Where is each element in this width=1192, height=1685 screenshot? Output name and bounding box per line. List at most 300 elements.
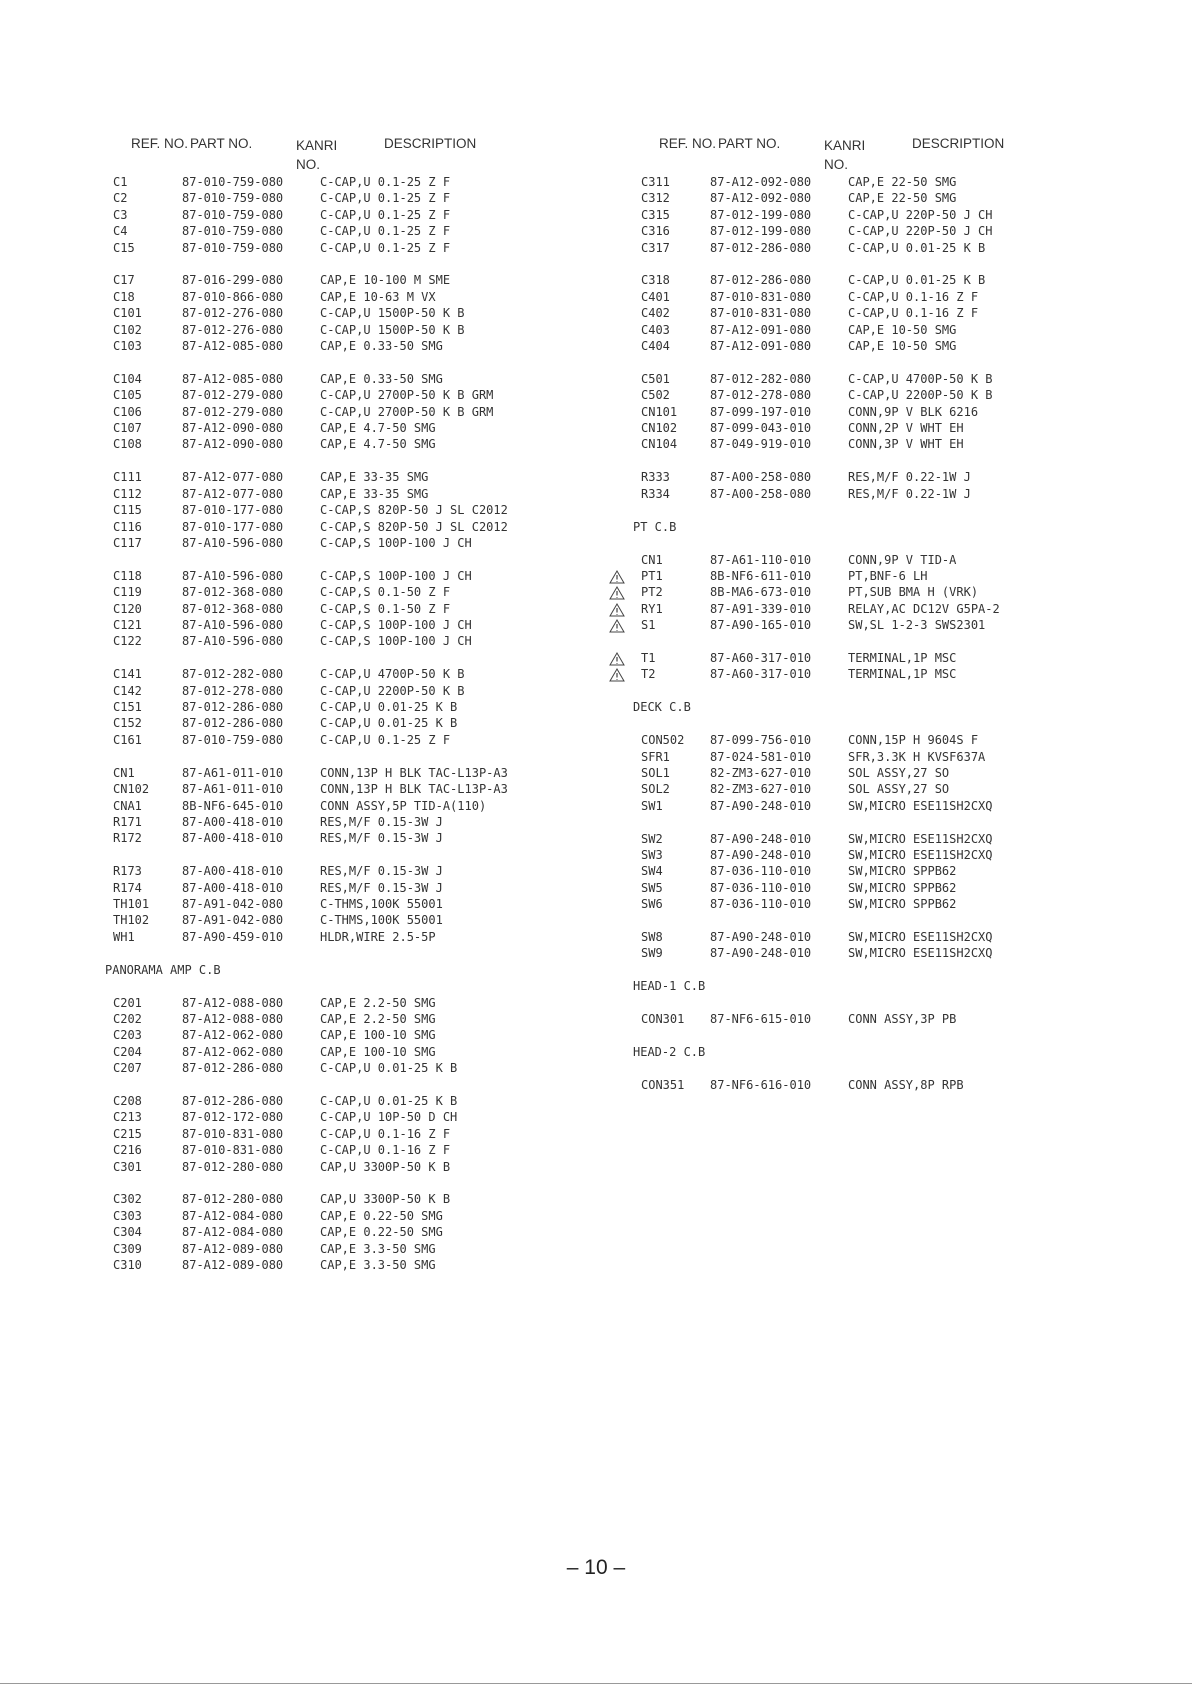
part-no: 87-A91-339-010 xyxy=(710,601,812,616)
description: CONN ASSY,8P RPB xyxy=(848,1078,964,1093)
ref-no: C315 xyxy=(641,207,670,222)
table-row xyxy=(105,1027,625,1043)
bottom-rule xyxy=(0,1683,1192,1684)
description: C-THMS,100K 55001 xyxy=(320,896,443,911)
table-row xyxy=(105,1011,625,1027)
description: C-CAP,U 0.1-25 Z F xyxy=(320,224,451,239)
table-row xyxy=(633,190,1153,206)
parts-group xyxy=(633,469,1153,502)
description: CAP,E 100-10 SMG xyxy=(320,1028,436,1043)
table-row xyxy=(633,486,1153,502)
description: TERMINAL,1P MSC xyxy=(848,667,957,682)
table-row xyxy=(105,633,625,649)
table-row xyxy=(105,1126,625,1142)
table-row xyxy=(105,584,625,600)
table-row xyxy=(105,929,625,945)
table-row xyxy=(105,1159,625,1175)
warning-triangle-icon xyxy=(609,603,625,617)
ref-no: C202 xyxy=(113,1011,142,1026)
part-no: 87-010-759-080 xyxy=(182,207,284,222)
table-row xyxy=(105,1257,625,1273)
description: C-CAP,U 220P-50 J CH xyxy=(848,224,993,239)
part-no: 87-099-756-010 xyxy=(710,733,812,748)
table-row xyxy=(105,420,625,436)
warning-triangle-icon xyxy=(609,570,625,584)
description: CAP,E 4.7-50 SMG xyxy=(320,437,436,452)
part-no: 87-012-368-080 xyxy=(182,585,284,600)
ref-no: C216 xyxy=(113,1143,142,1158)
part-no: 87-012-278-080 xyxy=(710,388,812,403)
part-no: 87-012-172-080 xyxy=(182,1110,284,1125)
table-row xyxy=(105,519,625,535)
description: C-CAP,U 0.1-25 Z F xyxy=(320,240,451,255)
description: SW,MICRO ESE11SH2CXQ xyxy=(848,798,993,813)
ref-no: C108 xyxy=(113,437,142,452)
part-no: 87-A90-248-010 xyxy=(710,930,812,945)
parts-group xyxy=(105,469,625,551)
table-row xyxy=(633,863,1153,879)
ref-no: C304 xyxy=(113,1225,142,1240)
table-row xyxy=(105,880,625,896)
table-row xyxy=(105,1224,625,1240)
ref-no: C116 xyxy=(113,519,142,534)
table-row xyxy=(633,289,1153,305)
ref-no: C105 xyxy=(113,388,142,403)
ref-no: C2 xyxy=(113,191,128,206)
description: CAP,E 3.3-50 SMG xyxy=(320,1241,436,1256)
table-row xyxy=(633,945,1153,961)
ref-no: CN104 xyxy=(641,437,678,452)
part-no: 87-A60-317-010 xyxy=(710,667,812,682)
table-row xyxy=(633,568,1153,584)
part-no: 87-NF6-615-010 xyxy=(710,1012,812,1027)
description: SW,MICRO ESE11SH2CXQ xyxy=(848,831,993,846)
part-no: 87-A00-258-080 xyxy=(710,470,812,485)
ref-no: SW5 xyxy=(641,880,663,895)
part-no: 87-A12-089-080 xyxy=(182,1257,284,1272)
part-no: 87-010-866-080 xyxy=(182,289,284,304)
table-row xyxy=(633,420,1153,436)
table-row xyxy=(105,1142,625,1158)
ref-no: R334 xyxy=(641,486,670,501)
ref-no: CN101 xyxy=(641,404,678,419)
ref-no: C151 xyxy=(113,700,142,715)
part-no: 87-A90-165-010 xyxy=(710,618,812,633)
part-no: 87-012-280-080 xyxy=(182,1159,284,1174)
ref-no: C107 xyxy=(113,421,142,436)
part-no: 87-A10-596-080 xyxy=(182,535,284,550)
description: CONN,15P H 9604S F xyxy=(848,733,979,748)
ref-no: C142 xyxy=(113,683,142,698)
table-row xyxy=(633,174,1153,190)
section-title: PT C.B xyxy=(633,519,677,534)
header-part-no: PART NO. xyxy=(190,136,253,151)
description: CAP,E 10-63 M VX xyxy=(320,289,436,304)
description: CAP,E 33-35 SMG xyxy=(320,486,429,501)
description: SW,MICRO SPPB62 xyxy=(848,864,957,879)
description: CAP,E 22-50 SMG xyxy=(848,191,957,206)
table-row xyxy=(633,666,1153,682)
part-no: 87-A90-459-010 xyxy=(182,929,284,944)
table-row xyxy=(105,387,625,403)
part-no: 87-099-043-010 xyxy=(710,421,812,436)
part-no: 87-049-919-010 xyxy=(710,437,812,452)
parts-group xyxy=(633,371,1153,453)
part-no: 87-A91-042-080 xyxy=(182,913,284,928)
section-title: HEAD-1 C.B xyxy=(633,979,706,994)
part-no: 87-A00-418-010 xyxy=(182,814,284,829)
table-row xyxy=(633,1011,1153,1027)
table-row xyxy=(105,502,625,518)
ref-no: R174 xyxy=(113,880,142,895)
description: C-CAP,S 0.1-50 Z F xyxy=(320,585,451,600)
table-row xyxy=(633,765,1153,781)
description: C-CAP,U 2200P-50 K B xyxy=(848,388,993,403)
ref-no: C310 xyxy=(113,1257,142,1272)
description: C-CAP,S 100P-100 J CH xyxy=(320,617,472,632)
part-no: 87-A00-258-080 xyxy=(710,486,812,501)
ref-no: C204 xyxy=(113,1044,142,1059)
table-row xyxy=(633,207,1153,223)
table-row xyxy=(633,929,1153,945)
parts-group xyxy=(105,272,625,354)
ref-no: C4 xyxy=(113,224,128,239)
ref-no: C104 xyxy=(113,371,142,386)
table-row xyxy=(105,1208,625,1224)
description: SW,MICRO SPPB62 xyxy=(848,880,957,895)
ref-no: C3 xyxy=(113,207,128,222)
parts-group xyxy=(105,666,625,748)
description: CAP,E 0.22-50 SMG xyxy=(320,1208,443,1223)
header-ref-no: REF. NO. xyxy=(659,136,717,151)
ref-no: C311 xyxy=(641,175,670,189)
description: SW,MICRO SPPB62 xyxy=(848,897,957,912)
description: CAP,E 0.33-50 SMG xyxy=(320,371,443,386)
description: SOL ASSY,27 SO xyxy=(848,782,950,797)
parts-group xyxy=(633,1077,1153,1093)
ref-no: C401 xyxy=(641,289,670,304)
table-row xyxy=(105,715,625,731)
description: C-CAP,U 0.1-16 Z F xyxy=(848,289,979,304)
part-no: 87-A91-042-080 xyxy=(182,896,284,911)
table-row xyxy=(105,240,625,256)
parts-group xyxy=(633,174,1153,256)
part-no: 87-010-759-080 xyxy=(182,191,284,206)
part-no: 87-012-286-080 xyxy=(710,240,812,255)
table-row xyxy=(105,207,625,223)
table-row xyxy=(633,469,1153,485)
ref-no: T1 xyxy=(641,650,656,665)
ref-no: SW2 xyxy=(641,831,663,846)
page-number: – 10 – xyxy=(566,1556,626,1579)
part-no: 87-A90-248-010 xyxy=(710,946,812,961)
description: HLDR,WIRE 2.5-5P xyxy=(320,929,436,944)
description: CONN,13P H BLK TAC-L13P-A3 xyxy=(320,782,508,797)
description: RES,M/F 0.15-3W J xyxy=(320,814,443,829)
ref-no: PT1 xyxy=(641,568,663,583)
section-title: HEAD-2 C.B xyxy=(633,1045,706,1060)
ref-no: C1 xyxy=(113,175,128,189)
ref-no: C502 xyxy=(641,388,670,403)
part-no: 87-012-286-080 xyxy=(182,1061,284,1076)
table-row xyxy=(105,781,625,797)
ref-no: C120 xyxy=(113,601,142,616)
part-no: 87-A00-418-010 xyxy=(182,864,284,879)
description: RELAY,AC DC12V G5PA-2 xyxy=(848,601,1000,616)
part-no: 87-A61-011-010 xyxy=(182,782,284,797)
parts-group xyxy=(633,1011,1153,1027)
part-no: 87-A12-092-080 xyxy=(710,175,812,189)
description: C-CAP,U 0.1-16 Z F xyxy=(320,1143,451,1158)
ref-no: C106 xyxy=(113,404,142,419)
table-row xyxy=(105,798,625,814)
description: CONN,9P V BLK 6216 xyxy=(848,404,979,419)
ref-no: C152 xyxy=(113,716,142,731)
part-no: 87-A12-084-080 xyxy=(182,1225,284,1240)
part-no: 87-010-759-080 xyxy=(182,732,284,747)
description: C-CAP,U 1500P-50 K B xyxy=(320,306,465,321)
table-row xyxy=(633,223,1153,239)
description: CAP,E 22-50 SMG xyxy=(848,175,957,189)
part-no: 87-016-299-080 xyxy=(182,273,284,288)
table-row xyxy=(633,371,1153,387)
parts-group xyxy=(105,371,625,453)
header-kanri-no: KANRI NO. xyxy=(824,138,866,172)
ref-no: C101 xyxy=(113,306,142,321)
part-no: 87-036-110-010 xyxy=(710,880,812,895)
part-no: 87-A12-084-080 xyxy=(182,1208,284,1223)
table-row xyxy=(633,436,1153,452)
description: CONN ASSY,5P TID-A(110) xyxy=(320,798,487,813)
ref-no: SW6 xyxy=(641,897,663,912)
description: C-CAP,U 0.1-25 Z F xyxy=(320,191,451,206)
table-row xyxy=(105,469,625,485)
part-no: 87-A61-011-010 xyxy=(182,765,284,780)
ref-no: C201 xyxy=(113,995,142,1010)
ref-no: C317 xyxy=(641,240,670,255)
part-no: 87-099-197-010 xyxy=(710,404,812,419)
table-row xyxy=(633,749,1153,765)
description: SOL ASSY,27 SO xyxy=(848,765,950,780)
description: RES,M/F 0.15-3W J xyxy=(320,880,443,895)
part-no: 87-A12-092-080 xyxy=(710,191,812,206)
part-no: 87-012-199-080 xyxy=(710,207,812,222)
table-row xyxy=(105,601,625,617)
table-row xyxy=(633,880,1153,896)
header-kanri-no: KANRI NO. xyxy=(296,138,338,172)
table-row xyxy=(633,650,1153,666)
table-row xyxy=(633,798,1153,814)
part-no: 8B-NF6-611-010 xyxy=(710,568,812,583)
section-title: DECK C.B xyxy=(633,700,691,715)
parts-group xyxy=(633,831,1153,913)
parts-group xyxy=(105,1093,625,1175)
table-row xyxy=(633,601,1153,617)
table-row xyxy=(105,863,625,879)
warning-triangle-icon xyxy=(609,586,625,600)
parts-group xyxy=(633,929,1153,962)
part-no: 87-012-279-080 xyxy=(182,388,284,403)
warning-triangle-icon xyxy=(609,668,625,682)
ref-no: S1 xyxy=(641,618,656,633)
ref-no: R171 xyxy=(113,814,142,829)
part-no: 82-ZM3-627-010 xyxy=(710,765,812,780)
description: CONN ASSY,3P PB xyxy=(848,1012,957,1027)
table-row xyxy=(105,666,625,682)
description: CONN,2P V WHT EH xyxy=(848,421,964,436)
part-no: 87-A90-248-010 xyxy=(710,848,812,862)
ref-no: CN102 xyxy=(641,421,678,436)
description: SW,SL 1-2-3 SWS2301 xyxy=(848,618,986,633)
part-no: 87-A12-085-080 xyxy=(182,371,284,386)
description: C-THMS,100K 55001 xyxy=(320,913,443,928)
description: CAP,E 3.3-50 SMG xyxy=(320,1257,436,1272)
description: C-CAP,U 0.1-25 Z F xyxy=(320,175,451,189)
ref-no: SOL2 xyxy=(641,782,670,797)
table-row xyxy=(105,190,625,206)
part-no: 87-010-831-080 xyxy=(182,1143,284,1158)
description: C-CAP,U 2700P-50 K B GRM xyxy=(320,404,494,419)
description: C-CAP,S 820P-50 J SL C2012 xyxy=(320,519,508,534)
part-no: 87-A00-418-010 xyxy=(182,831,284,846)
part-no: 87-A12-085-080 xyxy=(182,339,284,354)
ref-no: CNA1 xyxy=(113,798,142,813)
parts-group xyxy=(105,174,625,256)
ref-no: SW1 xyxy=(641,798,663,813)
table-row xyxy=(633,831,1153,847)
ref-no: R173 xyxy=(113,864,142,879)
table-row xyxy=(633,847,1153,863)
description: RES,M/F 0.22-1W J xyxy=(848,470,971,485)
ref-no: C111 xyxy=(113,470,142,485)
ref-no: C402 xyxy=(641,306,670,321)
part-no: 87-012-286-080 xyxy=(710,273,812,288)
description: C-CAP,U 0.01-25 K B xyxy=(320,700,458,715)
description: C-CAP,S 100P-100 J CH xyxy=(320,568,472,583)
ref-no: PT2 xyxy=(641,585,663,600)
table-row xyxy=(105,1241,625,1257)
part-no: 87-A90-248-010 xyxy=(710,798,812,813)
column-header xyxy=(633,136,1153,174)
part-no: 87-A12-062-080 xyxy=(182,1028,284,1043)
description: C-CAP,U 0.1-25 Z F xyxy=(320,207,451,222)
part-no: 87-A90-248-010 xyxy=(710,831,812,846)
parts-group xyxy=(633,732,1153,814)
part-no: 87-A12-089-080 xyxy=(182,1241,284,1256)
part-no: 87-A12-091-080 xyxy=(710,339,812,354)
description: TERMINAL,1P MSC xyxy=(848,650,957,665)
ref-no: C312 xyxy=(641,191,670,206)
table-row xyxy=(105,1093,625,1109)
description: CONN,13P H BLK TAC-L13P-A3 xyxy=(320,765,508,780)
part-no: 87-A12-091-080 xyxy=(710,322,812,337)
parts-column-right xyxy=(633,136,1153,1110)
description: CAP,E 10-50 SMG xyxy=(848,322,957,337)
table-row xyxy=(633,896,1153,912)
ref-no: C122 xyxy=(113,634,142,649)
description: CAP,E 0.33-50 SMG xyxy=(320,339,443,354)
ref-no: T2 xyxy=(641,667,656,682)
description: C-CAP,U 0.1-16 Z F xyxy=(320,1126,451,1141)
description: PT,SUB BMA H (VRK) xyxy=(848,585,979,600)
ref-no: C302 xyxy=(113,1192,142,1207)
table-row xyxy=(633,240,1153,256)
table-row xyxy=(633,338,1153,354)
part-no: 87-A12-088-080 xyxy=(182,995,284,1010)
description: CAP,E 2.2-50 SMG xyxy=(320,995,436,1010)
description: CAP,E 100-10 SMG xyxy=(320,1044,436,1059)
part-no: 87-012-282-080 xyxy=(182,667,284,682)
part-no: 87-036-110-010 xyxy=(710,897,812,912)
part-no: 87-012-276-080 xyxy=(182,306,284,321)
table-row xyxy=(633,404,1153,420)
part-no: 87-024-581-010 xyxy=(710,749,812,764)
description: SW,MICRO ESE11SH2CXQ xyxy=(848,946,993,961)
ref-no: CN1 xyxy=(113,765,135,780)
description: CAP,E 4.7-50 SMG xyxy=(320,421,436,436)
ref-no: C102 xyxy=(113,322,142,337)
part-no: 87-A00-418-010 xyxy=(182,880,284,895)
ref-no: C213 xyxy=(113,1110,142,1125)
part-no: 87-012-286-080 xyxy=(182,716,284,731)
part-no: 87-010-759-080 xyxy=(182,175,284,189)
part-no: 87-036-110-010 xyxy=(710,864,812,879)
table-row xyxy=(633,322,1153,338)
ref-no: SFR1 xyxy=(641,749,670,764)
table-row xyxy=(105,289,625,305)
description: C-CAP,S 820P-50 J SL C2012 xyxy=(320,503,508,518)
warning-triangle-icon xyxy=(609,619,625,633)
table-row xyxy=(105,1109,625,1125)
description: SW,MICRO ESE11SH2CXQ xyxy=(848,848,993,862)
part-no: 87-010-177-080 xyxy=(182,519,284,534)
description: CAP,E 10-50 SMG xyxy=(848,339,957,354)
header-part-no: PART NO. xyxy=(718,136,781,151)
description: C-CAP,U 0.01-25 K B xyxy=(320,1061,458,1076)
description: C-CAP,U 4700P-50 K B xyxy=(320,667,465,682)
description: C-CAP,S 0.1-50 Z F xyxy=(320,601,451,616)
part-no: 87-A12-077-080 xyxy=(182,470,284,485)
ref-no: C115 xyxy=(113,503,142,518)
ref-no: SW3 xyxy=(641,848,663,862)
table-row xyxy=(105,174,625,190)
description: C-CAP,U 2700P-50 K B GRM xyxy=(320,388,494,403)
ref-no: C403 xyxy=(641,322,670,337)
parts-column-left xyxy=(105,136,625,1290)
description: RES,M/F 0.22-1W J xyxy=(848,486,971,501)
part-no: 87-010-759-080 xyxy=(182,224,284,239)
ref-no: R172 xyxy=(113,831,142,846)
parts-group xyxy=(105,568,625,650)
part-no: 87-012-276-080 xyxy=(182,322,284,337)
ref-no: RY1 xyxy=(641,601,663,616)
part-no: 8B-MA6-673-010 xyxy=(710,585,812,600)
description: C-CAP,U 10P-50 D CH xyxy=(320,1110,458,1125)
ref-no: C309 xyxy=(113,1241,142,1256)
description: C-CAP,U 0.01-25 K B xyxy=(848,273,986,288)
table-row xyxy=(633,387,1153,403)
part-no: 87-012-286-080 xyxy=(182,700,284,715)
part-no: 87-010-831-080 xyxy=(182,1126,284,1141)
table-row xyxy=(105,338,625,354)
ref-no: C119 xyxy=(113,585,142,600)
part-no: 87-010-831-080 xyxy=(710,289,812,304)
description: SFR,3.3K H KVSF637A xyxy=(848,749,986,764)
ref-no: C316 xyxy=(641,224,670,239)
ref-no: C203 xyxy=(113,1028,142,1043)
part-no: 87-A12-090-080 xyxy=(182,437,284,452)
parts-group xyxy=(633,272,1153,354)
